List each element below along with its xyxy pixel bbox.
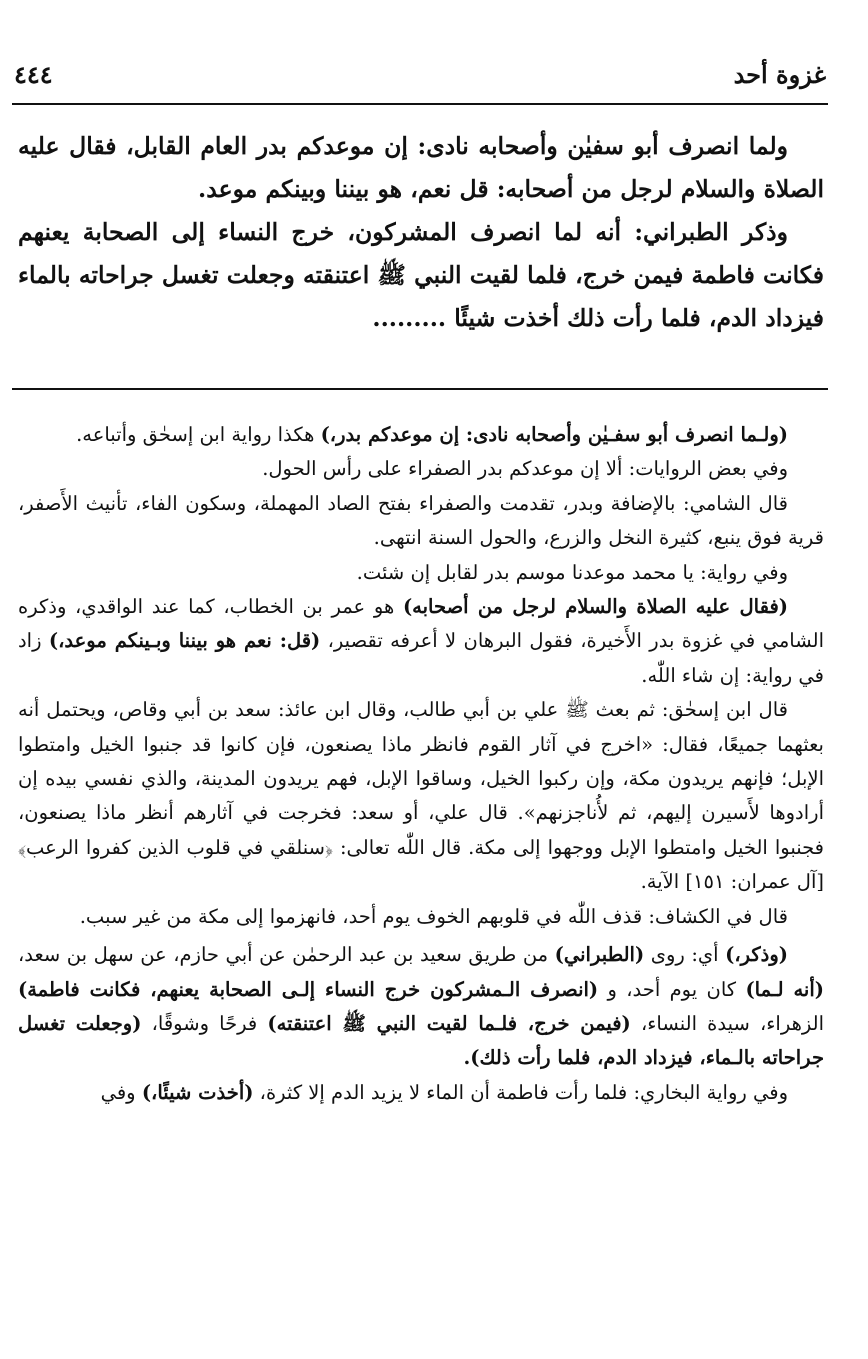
commentary-paragraph-3: قال الشامي: بالإضافة وبدر، تقدمت والصفراء بفتح الصاد المهملة، وسكون الفاء، تأنيث الأَصفر، قرية فوق ينبع، كثيرة النخل والزرع، والحول السنة انتهى.	[18, 491, 824, 550]
page-header	[14, 58, 826, 98]
quoted-phrase: (فيمن خرج، فلـما لقيت النبي ﷺ اعتنقته)	[267, 1011, 631, 1035]
quoted-phrase: (فقال عليه الصلاة والسلام لرجل من أصحابه)	[402, 595, 788, 619]
commentary-span: من طريق سعيد بن عبد الرحمٰن عن أبي حازم، عن سهل بن سعد،	[18, 943, 555, 967]
quoted-phrase: (الطبراني)	[554, 943, 645, 967]
quoted-phrase: (انصرف الـمشركون خرج النساء إلـى الصحابة يعنهم، فكانت فاطمة)	[18, 977, 599, 1001]
commentary-paragraph-2: وفي بعض الروايات: ألا إن موعدكم بدر الصفراء على رأس الحول.	[262, 457, 788, 481]
quoted-phrase: (أنه لـما)	[745, 977, 824, 1001]
commentary-paragraph-7: قال في الكشاف: قذف اللّٰه في قلوبهم الخوف يوم أحد، فانهزموا إلى مكة من غير سبب.	[79, 904, 788, 928]
quoted-phrase: (أخذت شيئًا،)	[141, 1080, 254, 1104]
commentary-span: هكذا رواية ابن إسحٰق وأتباعه.	[76, 423, 321, 446]
ellipsis-dots: .........	[372, 304, 447, 332]
main-text-paragraph-2-body: وذكر الطبراني: أنه لما انصرف المشركون، خرج النساء إلى الصحابة يعنهم فكانت فاطمة فيمن خرج، فلما لقيت النبي ﷺ اعتنقته وجعلت تغسل جراحاته بالماء فيزداد الدم، فلما رأت ذلك أخذت شيئًا	[18, 218, 824, 332]
quoted-phrase: (ولـما انصرف أبو سفـيٰن وأصحابه نادى: إن موعدكم بدر،)	[320, 423, 788, 446]
commentary-span: زاد في رواية: إن شاء اللّٰه.	[18, 629, 824, 687]
commentary-span: كان يوم أحد، و	[598, 977, 746, 1001]
main-text	[18, 125, 824, 340]
commentary-span: أي: روى	[644, 943, 726, 967]
chapter-title: غزوة أحد	[733, 60, 826, 89]
commentary-paragraph-4: وفي رواية: يا محمد موعدنا موسم بدر لقابل إن شئت.	[356, 560, 788, 584]
commentary-span: فرحًا وشوقًا،	[141, 1011, 268, 1035]
main-text-paragraph-2	[18, 211, 824, 340]
commentary-span: الزهراء، سيدة النساء،	[630, 1011, 825, 1035]
quoted-phrase: (قل: نعم هو بيننا وبـينكم موعد،)	[48, 629, 321, 653]
commentary-span: وفي رواية البخاري: فلما رأت فاطمة أن الماء لا يزيد الدم إلا كثرة،	[253, 1080, 788, 1104]
quoted-phrase: (وذكر،)	[725, 943, 788, 967]
commentary-paragraph-1	[18, 418, 824, 452]
page-number: ٤٤٤	[14, 60, 53, 89]
commentary-paragraph-6: قال ابن إسحٰق: ثم بعث ﷺ علي بن أبي طالب، وقال ابن عائذ: سعد بن أبي وقاص، ويحتمل أنه بعثهما جميعًا، فقال: «اخرج في آثار القوم فانظر ماذا يصنعون، فإن كانوا قد جنبوا الخيل وامتطوا الإبل؛ فإنهم يريدون مكة، وإن ركبوا الخيل، وساقوا الإبل، فهم يريدون المدينة، والذي نفسي بيده إن أرادوها لأَسيرن إليهم، ثم لأُناجزنهم». قال علي، أو سعد: فخرجت في آثارهم أنظر ماذا يصنعون، فجنبوا الخيل وامتطوا الإبل ووجهوا إلى مكة. قال اللّٰه تعالى: ﴿سنلقي في قلوب الذين كفروا الرعب﴾ [آل عمران: ١٥١] الآية.	[18, 698, 824, 894]
commentary-paragraph-8	[18, 938, 824, 1076]
commentary-span: وفي	[100, 1080, 142, 1104]
main-text-paragraph-1: ولما انصرف أبو سفيٰن وأصحابه نادى: إن موعدكم بدر العام القابل، فقال عليه الصلاة والسلام لرجل من أصحابه: قل نعم، هو بيننا وبينكم موعد.	[18, 132, 824, 203]
commentary-span: هو عمر بن الخطاب، كما عند الواقدي، وذكره الشامي في غزوة بدر الأَخيرة، فقول البرهان لا أعرفه تقصير،	[18, 595, 824, 653]
commentary-paragraph-5	[18, 590, 824, 693]
quoted-phrase: (وجعلت تغسل جراحاته بالـماء، فيزداد الدم، فلما رأت ذلك).	[18, 1011, 824, 1070]
commentary-paragraph-9	[18, 1076, 824, 1110]
commentary-separator	[12, 388, 828, 390]
header-rule	[12, 103, 828, 105]
commentary-text	[18, 418, 824, 1110]
